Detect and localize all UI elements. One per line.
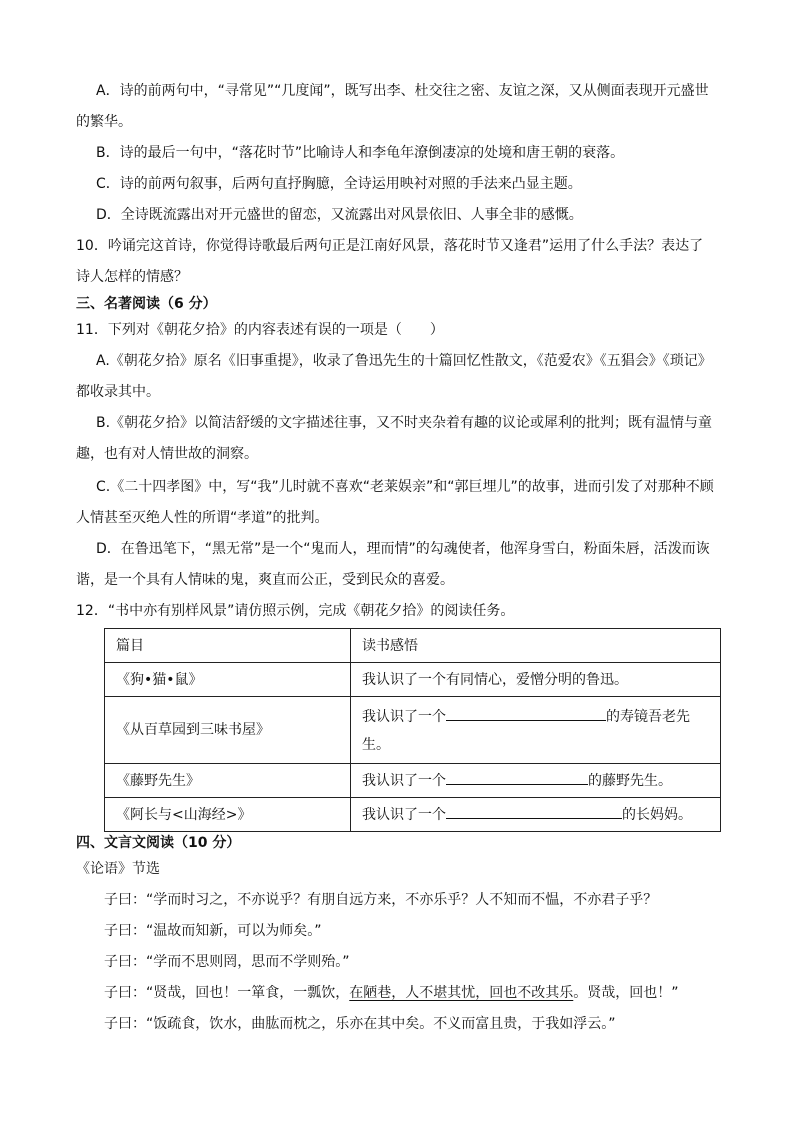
passage-line-2: 子曰：“温故而知新，可以为师矣。” (104, 923, 322, 939)
q9-option-a-line1: A．诗的前两句中，“寻常见”“几度闻”，既写出李、杜交往之密、友谊之深，又从侧面表现开元盛世 (96, 83, 709, 99)
q11-option-b-line1: B.《朝花夕拾》以简洁舒缓的文字描述往事，又不时夹杂着有趣的议论或犀利的批判；既有温情与童 (96, 415, 713, 431)
table-row (105, 764, 721, 798)
passage-line-4-end: 。贤哉，回也！” (573, 985, 679, 1001)
q9-option-a-line2: 的繁华。 (76, 114, 132, 130)
reflection-suffix: 的寿镜吾老先 (606, 709, 690, 725)
q11-option-c-line1: C.《二十四孝图》中，写“我”儿时就不喜欢“老莱娱亲”和“郭巨埋儿”的故事，进而引发了对那种不顾 (96, 479, 714, 495)
q11-option-d-line2: 谐，是一个具有人情味的鬼，爽直而公正，受到民众的喜爱。 (76, 572, 454, 588)
row-title-cell: 《狗•猫•鼠》 (105, 663, 351, 697)
q11-option-a-line2: 都收录其中。 (76, 384, 160, 400)
q9-option-d: D．全诗既流露出对开元盛世的留恋，又流露出对风景依旧、人事全非的感慨。 (96, 207, 583, 223)
q11-stem: 11．下列对《朝花夕拾》的内容表述有误的一项是（ ） (76, 322, 444, 338)
q11-option-a-line1: A.《朝花夕拾》原名《旧事重提》，收录了鲁迅先生的十篇回忆性散文，《范爱农》《五猖会》《琐记》 (96, 353, 712, 369)
q11-option-b-line2: 趣，也有对人情世故的洞察。 (76, 446, 258, 462)
header-reflection-cell: 读书感悟 (351, 629, 721, 663)
q9-option-b: B．诗的最后一句中，“落花时节”比喻诗人和李龟年潦倒凄凉的处境和唐王朝的衰落。 (96, 145, 625, 161)
reading-task-table (104, 628, 721, 832)
reflection-prefix: 我认识了一个 (362, 773, 446, 789)
table-row (105, 798, 721, 832)
reflection-suffix: 的藤野先生。 (588, 773, 672, 789)
table-row (105, 663, 721, 697)
reflection-suffix: 的长妈妈。 (622, 807, 692, 823)
header-title-cell: 篇目 (105, 629, 351, 663)
q11-option-d-line1: D．在鲁迅笔下，“黑无常”是一个“鬼而人，理而情”的勾魂使者，他浑身雪白，粉面朱唇，活泼而诙 (96, 541, 710, 557)
passage-title: 《论语》节选 (76, 861, 160, 877)
answer-blank[interactable] (446, 770, 588, 785)
answer-blank[interactable] (446, 804, 622, 819)
q12-stem: 12．“书中亦有别样风景”请仿照示例，完成《朝花夕拾》的阅读任务。 (76, 603, 515, 619)
row-reflection-cell: 我认识了一个有同情心，爱憎分明的鲁迅。 (351, 663, 721, 697)
reflection-suffix-line2: 生。 (362, 737, 390, 753)
section-4-heading: 四、文言文阅读（10 分） (76, 835, 241, 851)
row-title-cell: 《藤野先生》 (105, 764, 351, 798)
q9-option-c: C．诗的前两句叙事，后两句直抒胸臆，全诗运用映衬对照的手法来凸显主题。 (96, 176, 582, 192)
passage-line-5: 子曰：“饭疏食，饮水，曲肱而枕之，乐亦在其中矣。不义而富且贵，于我如浮云。” (104, 1016, 616, 1032)
passage-line-1: 子曰：“学而时习之，不亦说乎？有朋自远方来，不亦乐乎？人不知而不愠，不亦君子乎？ (104, 892, 658, 908)
row-reflection-cell (351, 697, 721, 764)
row-title-cell: 《从百草园到三味书屋》 (105, 697, 351, 764)
row-title-cell: 《阿长与<山海经>》 (105, 798, 351, 832)
section-3-heading: 三、名著阅读（6 分） (76, 296, 217, 312)
table-header-row (105, 629, 721, 663)
answer-blank[interactable] (446, 706, 606, 721)
reflection-prefix: 我认识了一个 (362, 807, 446, 823)
q10-line1: 10．吟诵完这首诗，你觉得诗歌最后两句正是江南好风景，落花时节又逢君”运用了什么手法？表达了 (76, 238, 704, 254)
passage-line-3: 子曰：“学而不思则罔，思而不学则殆。” (104, 954, 350, 970)
q10-line2: 诗人怎样的情感？ (76, 269, 188, 285)
passage-line-4-start: 子曰：“贤哉，回也！一箪食，一瓢饮， (104, 985, 350, 1001)
q11-option-c-line2: 人情甚至灭绝人性的所谓“孝道”的批判。 (76, 510, 329, 526)
underlined-sentence: 在陋巷，人不堪其忧，回也不改其乐 (349, 985, 574, 1001)
row-reflection-cell (351, 764, 721, 798)
row-reflection-cell (351, 798, 721, 832)
reflection-prefix: 我认识了一个 (362, 709, 446, 725)
table-row (105, 697, 721, 764)
passage-line-4 (104, 983, 679, 1003)
